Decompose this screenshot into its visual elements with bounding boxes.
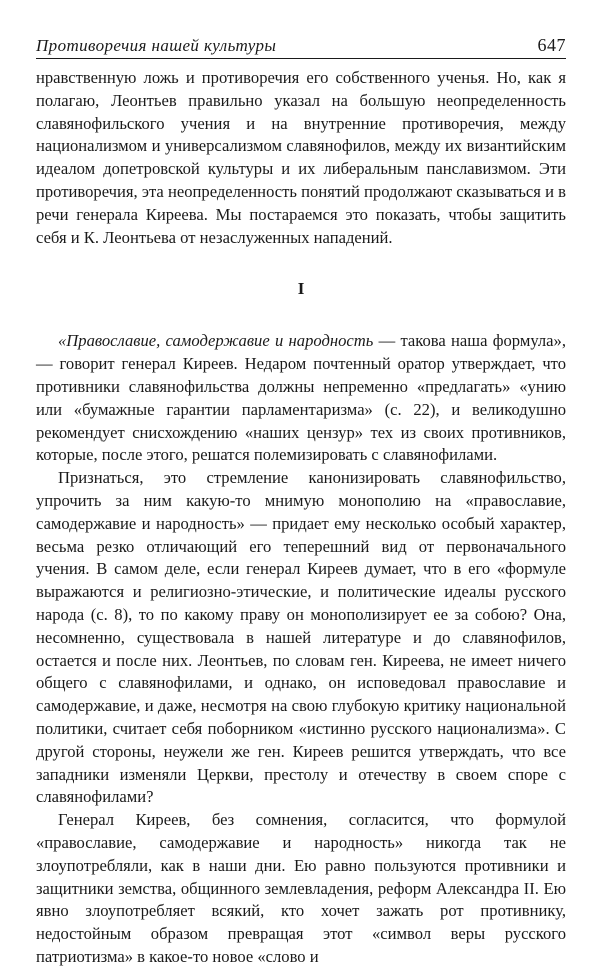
book-page <box>36 26 566 969</box>
paragraph-2-italic-formula: «Православие, самодержавие и народность <box>58 331 374 351</box>
paragraph-4: Генерал Киреев, без сомнения, согласится, что формулой «православие, самодержавие и народность» никогда так не злоупотребляли, как в наши дни. Ею равно пользуются противники и защитники земства, общинного землевладения, реформ Александра II. Ею явно злоупотребляет всякий, кто хочет зажать рот противнику, недостойным образом превращая этот «символ веры русского патриотизма» в какое-то новое «слово и <box>36 810 566 966</box>
section-numeral: I <box>297 279 305 299</box>
page-number: 647 <box>537 35 566 55</box>
body-text <box>36 67 566 969</box>
paragraph-3: Признаться, это стремление канонизировать славянофильство, упрочить за ним какую-то мнимую монополию на «православие, самодержавие и народность» — придает ему несколько особый характер, весьма резко отличающий его теперешний вид от первоначального учения. В самом деле, если генерал Киреев думает, что в его «формуле выражаются и религиозно-этические, и политические идеалы русского народа (с. 8), то по какому праву он монополизирует ее за собою? Она, несомненно, существовала в нашей литературе и до славянофилов, остается и после них. Леонтьев, по словам ген. Киреева, не имеет ничего общего с славянофилами, и однако, он исповедовал православие и самодержавие, и даже, несмотря на свою глубокую критику национальной политики, считает себя поборником «истинно русского национализма». С другой стороны, неужели же ген. Киреев решится утверждать, что все западники изменяли Церкви, престолу и отечеству в своем споре с славянофилами? <box>36 468 566 807</box>
running-title: Противоречия нашей культуры <box>36 36 277 55</box>
paragraph-2 <box>36 330 566 467</box>
paragraph-1: нравственную ложь и противоречия его собственного ученья. Но, как я полагаю, Леонтьев правильно указал на большую неопределенность славянофильского учения и на внутренние противоречия, между национализмом и универсализмом славянофилов, между их византийским идеалом допетровской культуры и их либеральным панславизмом. Эти противоречия, эта неопределенность понятий продолжают сказываться и в речи генерала Киреева. Мы постараемся это показать, чтобы защитить себя и К. Леонтьева от незаслуженных нападений. <box>36 68 566 247</box>
paragraph-2-text: — такова наша формула», — говорит генерал Киреев. Недаром почтенный оратор утверждает, что противники славянофильства должны непременно «предлагать» «унию или «бумажные гарантии парламентаризма» (с. 22), и великодушно рекомендует снисхождению «наших цензур» тех из своих противников, которые, после этого, решатся полемизировать с славянофилами. <box>36 331 566 465</box>
running-head <box>36 26 566 59</box>
